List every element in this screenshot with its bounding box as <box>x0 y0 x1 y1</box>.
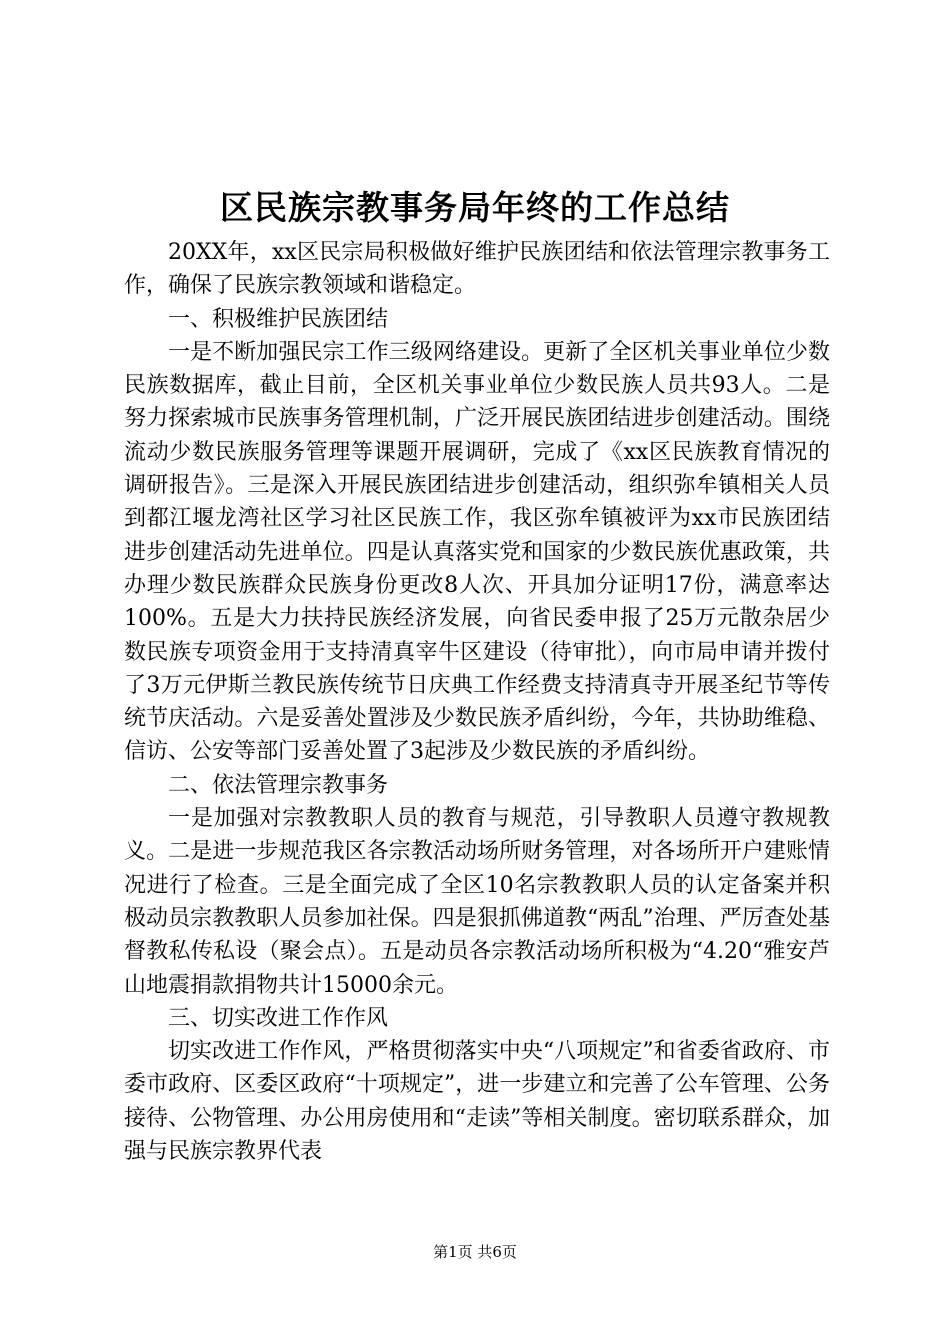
page-footer: 第1页 共6页 <box>433 1243 517 1261</box>
section-heading-1: 一、积极维护民族团结 <box>168 306 389 332</box>
document-body <box>124 236 830 1168</box>
section-heading-2: 二、依法管理宗教事务 <box>168 772 389 798</box>
paragraph-section-3: 切实改进工作作风，严格贯彻落实中央“八项规定”和省委省政府、市委市政府、区委区政府“十项规定”，进一步建立和完善了公车管理、公务接待、公物管理、办公用房使用和“走读”等相关制度。密切联系群众，加强与民族宗教界代表 <box>124 1039 830 1165</box>
paragraph-section-1: 一是不断加强民宗工作三级网络建设。更新了全区机关事业单位少数民族数据库，截止目前，全区机关事业单位少数民族人员共93人。二是努力探索城市民族事务管理机制，广泛开展民族团结进步创建活动。围绕流动少数民族服务管理等课题开展调研，完成了《xx区民族教育情况的调研报告》。三是深入开展民族团结进步创建活动，组织弥牟镇相关人员到都江堰龙湾社区学习社区民族工作，我区弥牟镇被评为xx市民族团结进步创建活动先进单位。四是认真落实党和国家的少数民族优惠政策，共办理少数民族群众民族身份更改8人次、开具加分证明17份，满意率达100%。五是大力扶持民族经济发展，向省民委申报了25万元散杂居少数民族专项资金用于支持清真宰牛区建设（待审批），向市局申请并拨付了3万元伊斯兰教民族传统节日庆典工作经费支持清真寺开展圣纪节等传统节庆活动。六是妥善处置涉及少数民族矛盾纠纷，今年，共协助维稳、信访、公安等部门妥善处置了3起涉及少数民族的矛盾纠纷。 <box>124 339 830 765</box>
section-heading-3: 三、切实改进工作作风 <box>168 1005 389 1031</box>
paragraph-intro: 20XX年，xx区民宗局积极做好维护民族团结和依法管理宗教事务工作，确保了民族宗教领域和谐稳定。 <box>124 240 830 299</box>
document-title: 区民族宗教事务局年终的工作总结 <box>220 188 730 227</box>
paragraph-section-2: 一是加强对宗教教职人员的教育与规范，引导教职人员遵守教规教义。二是进一步规范我区各宗教活动场所财务管理，对各场所开户建账情况进行了检查。三是全面完成了全区10名宗教教职人员的认定备案并积极动员宗教教职人员参加社保。四是狠抓佛道教“两乱”治理、严厉查处基督教私传私设（聚会点）。五是动员各宗教活动场所积极为“4.20“雅安芦山地震捐款捐物共计15000余元。 <box>124 806 830 998</box>
